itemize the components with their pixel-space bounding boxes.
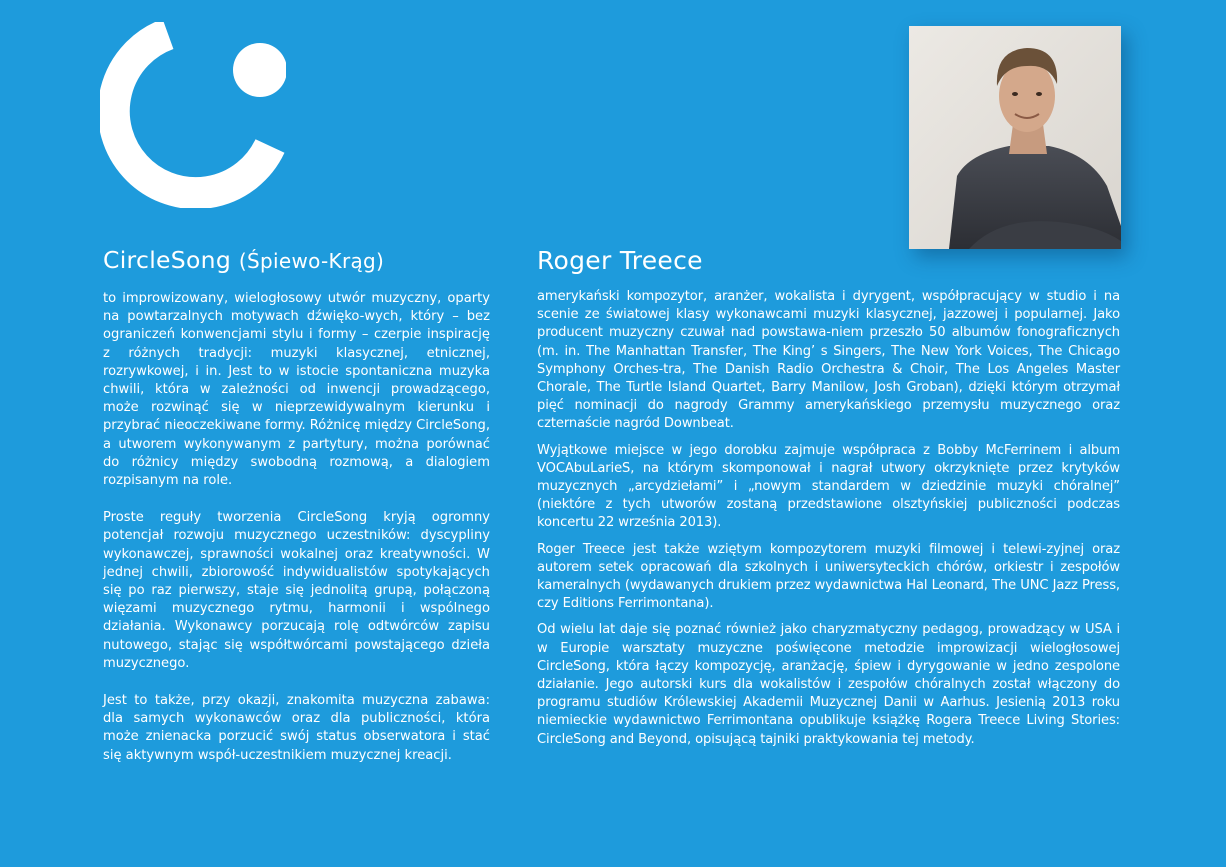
circle-song-logo-icon <box>100 22 286 208</box>
biography-paragraph: Wyjątkowe miejsce w jego dorobku zajmuje współpraca z Bobby McFerrinem i album VOCAbuLarieS, na którym skomponował i nagrał utwory okrzyknięte przez krytyków muzycznych „arcydziełami” i „nowym standardem w dziedzinie muzyki chóralnej” (niektóre z tych utworów zostaną przedstawione olsztyńskiej publiczności podczas koncertu 22 września 2013). <box>537 442 1120 531</box>
circlesong-paragraph: to improwizowany, wielogłosowy utwór muzyczny, oparty na powtarzalnych motywach dźwięko-wych, który – bez ograniczeń konwencjami stylu i formy – czerpie inspirację z różnych tradycji: muzyki klasycznej, etnicznej, rozrywkowej, i in. Jest to w istocie spontaniczna muzyka chwili, która w zależności od inwencji prowadzącego, może rozwinąć się w nieprzewidywalnym kierunku i przybrać nieoczekiwane formy. Różnicę między CircleSong, a utworem wykonywanym z partytury, można porównać do różnicy między swobodną rozmową, a dialogiem rozpisanym na role. <box>103 291 490 489</box>
biography-paragraph: Roger Treece jest także wziętym kompozytorem muzyki filmowej i telewi-zyjnej oraz autorem setek opracowań dla szkolnych i uniwersyteckich chórów, orkiestr i zespołów kameralnych (wydawanych drukiem przez wydawnictwa Hal Leonard, The UNC Jazz Press, czy Editions Ferrimontana). <box>537 541 1120 612</box>
roger-treece-biography <box>537 288 1120 757</box>
circlesong-description <box>103 290 490 784</box>
portrait-photo-icon <box>909 26 1121 249</box>
biography-paragraph: amerykański kompozytor, aranżer, wokalista i dyrygent, współpracujący w studio i na scenie ze światowej klasy wykonawcami muzyki klasycznej, jazzowej i popularnej. Jako producent muzyczny czuwał nad powstawa-niem przeszło 50 albumów fonograficznych (m. in. The Manhattan Transfer, The King’ s Singers, The New York Voices, The Chicago Symphony Orches-tra, The Danish Radio Orchestra & Choir, The Los Angeles Master Chorale, The Turtle Island Quartet, Barry Manilow, Josh Groban), dzięki którym otrzymał pięć nominacji do nagrody Grammy amerykańskiego przemysłu muzycznego oraz czternaście nagród Downbeat. <box>537 289 1120 432</box>
portrait-photo <box>909 26 1121 249</box>
circlesong-subtitle: (Śpiewo-Krąg) <box>238 249 385 273</box>
biography-paragraph: Od wielu lat daje się poznać również jako charyzmatyczny pedagog, prowadzący w USA i w Europie warsztaty muzyczne poświęcone metodzie improwizacji wielogłosowej CircleSong, która łączy kompozycję, aranżację, śpiew i dyrygowanie w jedno zespolone działanie. Jego autorski kurs dla wokalistów i zespołów chóralnych został włączony do programu studiów Królewskiej Akademii Muzycznej Danii w Aarhus. Jesienią 2013 roku niemieckie wydawnictwo Ferrimontana opublikuje książkę Rogera Treece Living Stories: CircleSong and Beyond, opisującą tajniki praktykowania tej metody. <box>537 622 1120 747</box>
roger-treece-heading: Roger Treece <box>537 246 703 275</box>
circlesong-title: CircleSong <box>103 246 232 274</box>
circlesong-heading <box>103 246 384 274</box>
circlesong-paragraph: Jest to także, przy okazji, znakomita muzyczna zabawa: dla samych wykonawców oraz dla publiczności, która może znienacka porzucić swój status obserwatora i stać się aktywnym współ-uczestnikiem muzycznej kreacji. <box>103 693 490 763</box>
circlesong-paragraph: Proste reguły tworzenia CircleSong kryją ogromny potencjał rozwoju muzycznego uczestników: dyscypliny wykonawczej, sprawności wokalnej oraz kreatywności. W jednej chwili, zbiorowość indywidualistów spotykających się po raz pierwszy, staje się jednolitą grupą, połączoną więzami muzycznego rytmu, harmonii i wspólnego działania. Wykonawcy porzucają rolę odtwórców zapisu nutowego, stając się współtwórcami powstającego dzieła muzycznego. <box>103 510 490 671</box>
